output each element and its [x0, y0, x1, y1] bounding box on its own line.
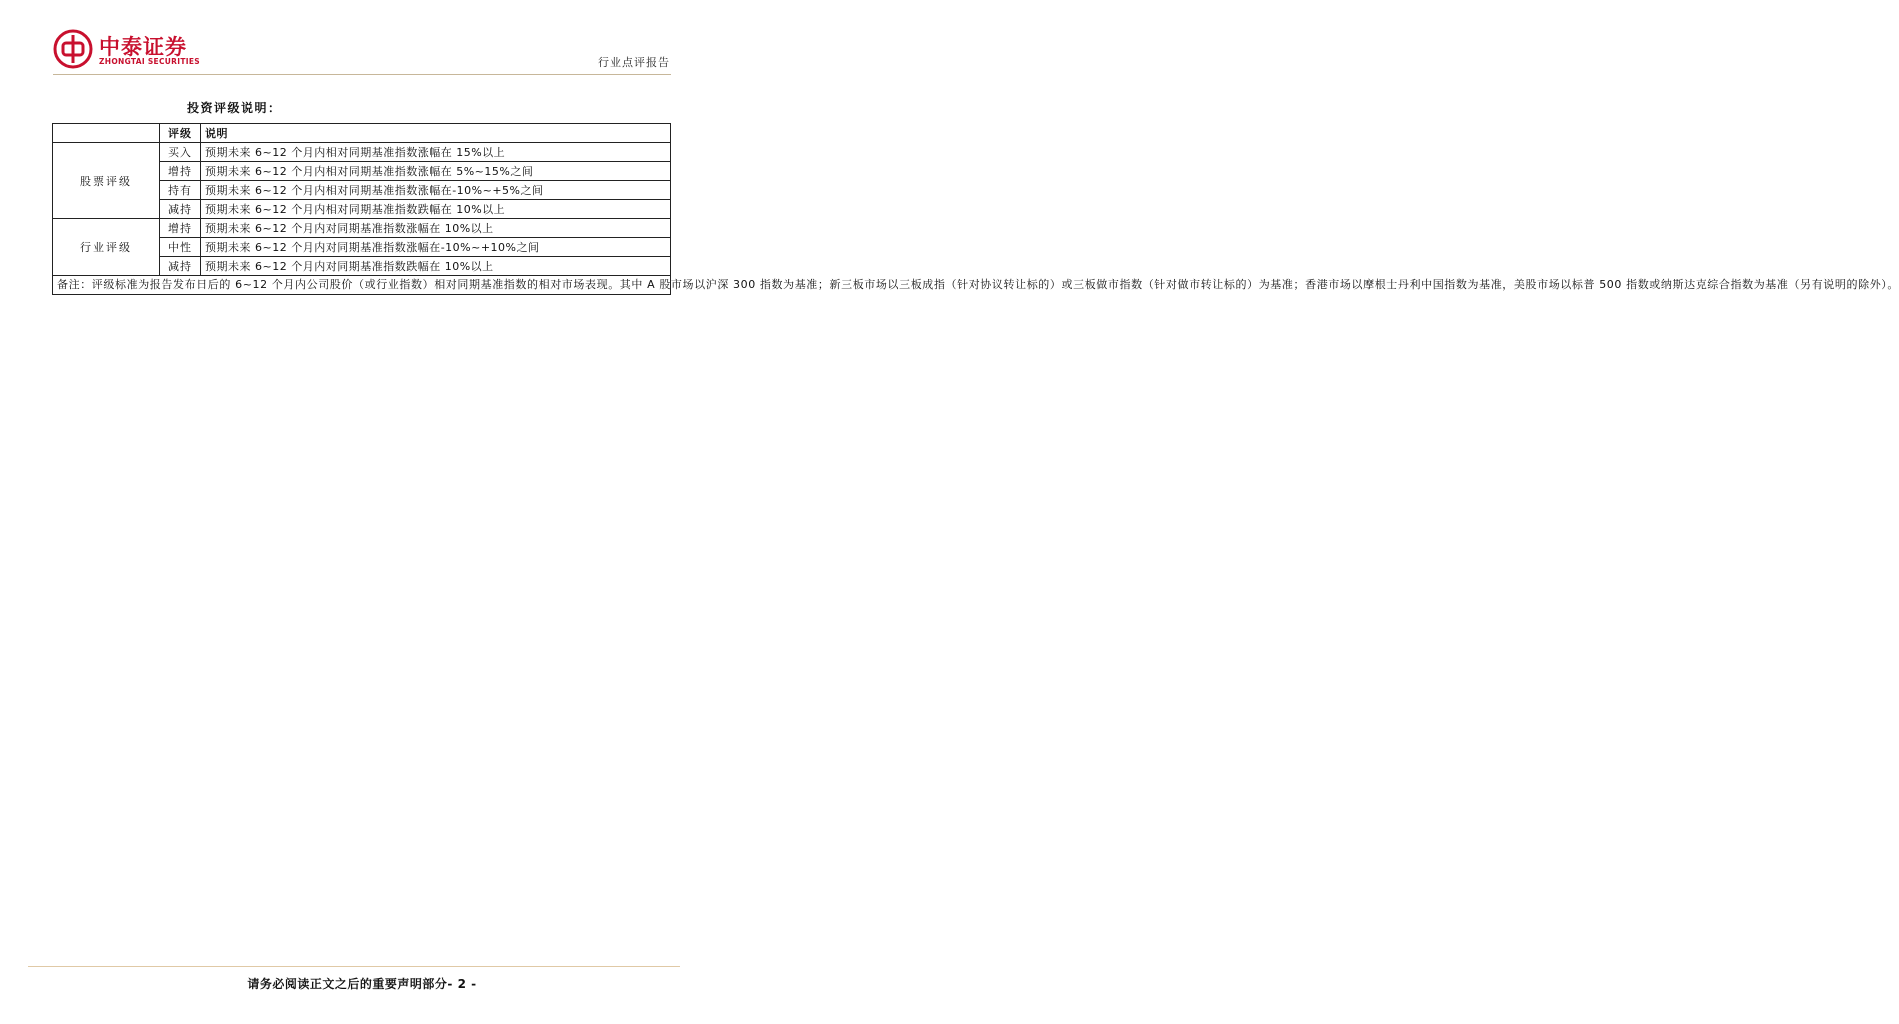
footer-divider [28, 966, 680, 967]
rating-cell: 增持 [160, 219, 201, 238]
industry-rating-group-label: 行业评级 [53, 219, 160, 276]
description-cell: 预期未来 6~12 个月内对同期基准指数涨幅在-10%~+10%之间 [201, 238, 671, 257]
footer-disclaimer: 请务必阅读正文之后的重要声明部分 [247, 977, 448, 991]
description-cell: 预期未来 6~12 个月内相对同期基准指数涨幅在-10%~+5%之间 [201, 181, 671, 200]
rating-cell: 中性 [160, 238, 201, 257]
rating-cell: 减持 [160, 257, 201, 276]
rating-cell: 买入 [160, 143, 201, 162]
table-row [53, 219, 671, 238]
rating-cell: 减持 [160, 200, 201, 219]
page-footer [0, 975, 724, 992]
stock-rating-group-label: 股票评级 [53, 143, 160, 219]
table-header-row [53, 124, 671, 143]
header-divider [53, 74, 671, 75]
report-type-label: 行业点评报告 [598, 56, 670, 69]
table-row [53, 143, 671, 162]
description-cell: 预期未来 6~12 个月内对同期基准指数跌幅在 10%以上 [201, 257, 671, 276]
table-note-row [53, 276, 671, 295]
zhongtai-logo-icon [53, 29, 93, 69]
description-cell: 预期未来 6~12 个月内相对同期基准指数涨幅在 5%~15%之间 [201, 162, 671, 181]
description-cell: 预期未来 6~12 个月内相对同期基准指数跌幅在 10%以上 [201, 200, 671, 219]
company-logo [53, 29, 223, 69]
description-cell: 预期未来 6~12 个月内对同期基准指数涨幅在 10%以上 [201, 219, 671, 238]
rating-cell: 增持 [160, 162, 201, 181]
description-cell: 预期未来 6~12 个月内相对同期基准指数涨幅在 15%以上 [201, 143, 671, 162]
table-header-empty [53, 124, 160, 143]
rating-note: 备注：评级标准为报告发布日后的 6~12 个月内公司股价（或行业指数）相对同期基准指数的相对市场表现。其中 A 股市场以沪深 300 指数为基准；新三板市场以三板成指（针对协议转让标的）或三板做市指数（针对做市转让标的）为基准；香港市场以摩根士丹利中国指数为基准，美股市场以标普 500 指数或纳斯达克综合指数为基准（另有说明的除外）。 [53, 276, 671, 295]
logo-english-name: ZHONGTAI SECURITIES [99, 57, 200, 66]
table-header-description: 说明 [201, 124, 671, 143]
page-number: - 2 - [447, 977, 477, 991]
rating-table [52, 123, 1899, 295]
rating-cell: 持有 [160, 181, 201, 200]
table-header-rating: 评级 [160, 124, 201, 143]
section-title: 投资评级说明： [187, 101, 282, 115]
logo-chinese-name: 中泰证券 [99, 35, 187, 59]
